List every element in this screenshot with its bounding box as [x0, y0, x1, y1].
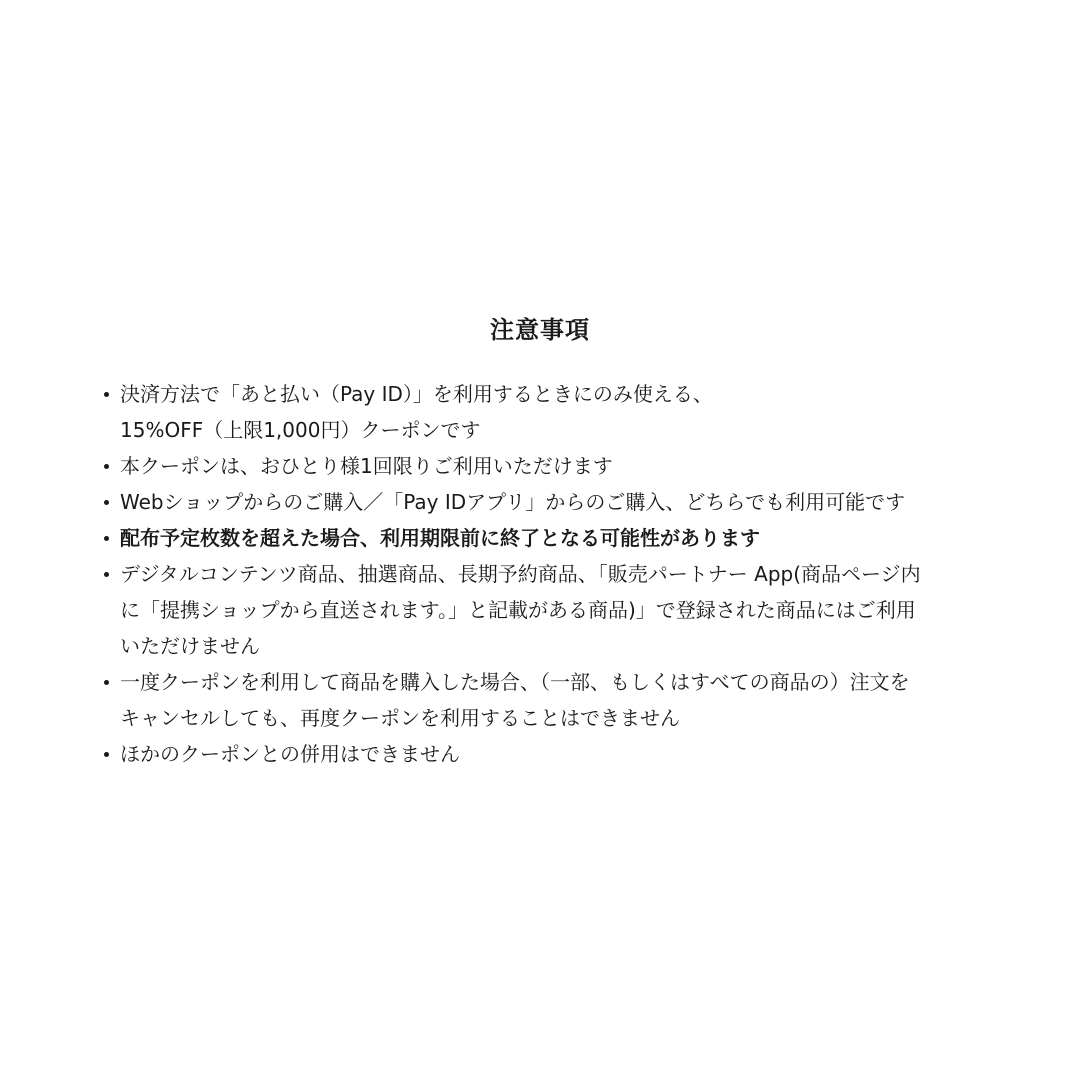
list-item: Webショップからのご購入／「Pay IDアプリ」からのご購入、どちらでも利用可能です	[120, 484, 1000, 520]
notice-list	[0, 376, 1000, 772]
list-item: 一度クーポンを利用して商品を購入した場合、（一部、もしくはすべての商品の）注文を キャンセルしても、再度クーポンを利用することはできません	[120, 664, 1000, 736]
list-item-emphasized: 配布予定枚数を超えた場合、利用期限前に終了となる可能性があります	[120, 520, 1000, 556]
page-title: 注意事項	[490, 316, 590, 344]
list-item: デジタルコンテンツ商品、抽選商品、長期予約商品、「販売パートナー App(商品ページ内 に「提携ショップから直送されます。」と記載がある商品)」で登録された商品にはご利用 いただけません	[120, 556, 1000, 664]
list-item: 決済方法で「あと払い（Pay ID）」を利用するときにのみ使える、 15%OFF（上限1,000円）クーポンです	[120, 376, 1000, 448]
list-item: ほかのクーポンとの併用はできません	[120, 736, 1000, 772]
list-item: 本クーポンは、おひとり様1回限りご利用いただけます	[120, 448, 1000, 484]
notice-section	[0, 310, 1080, 772]
